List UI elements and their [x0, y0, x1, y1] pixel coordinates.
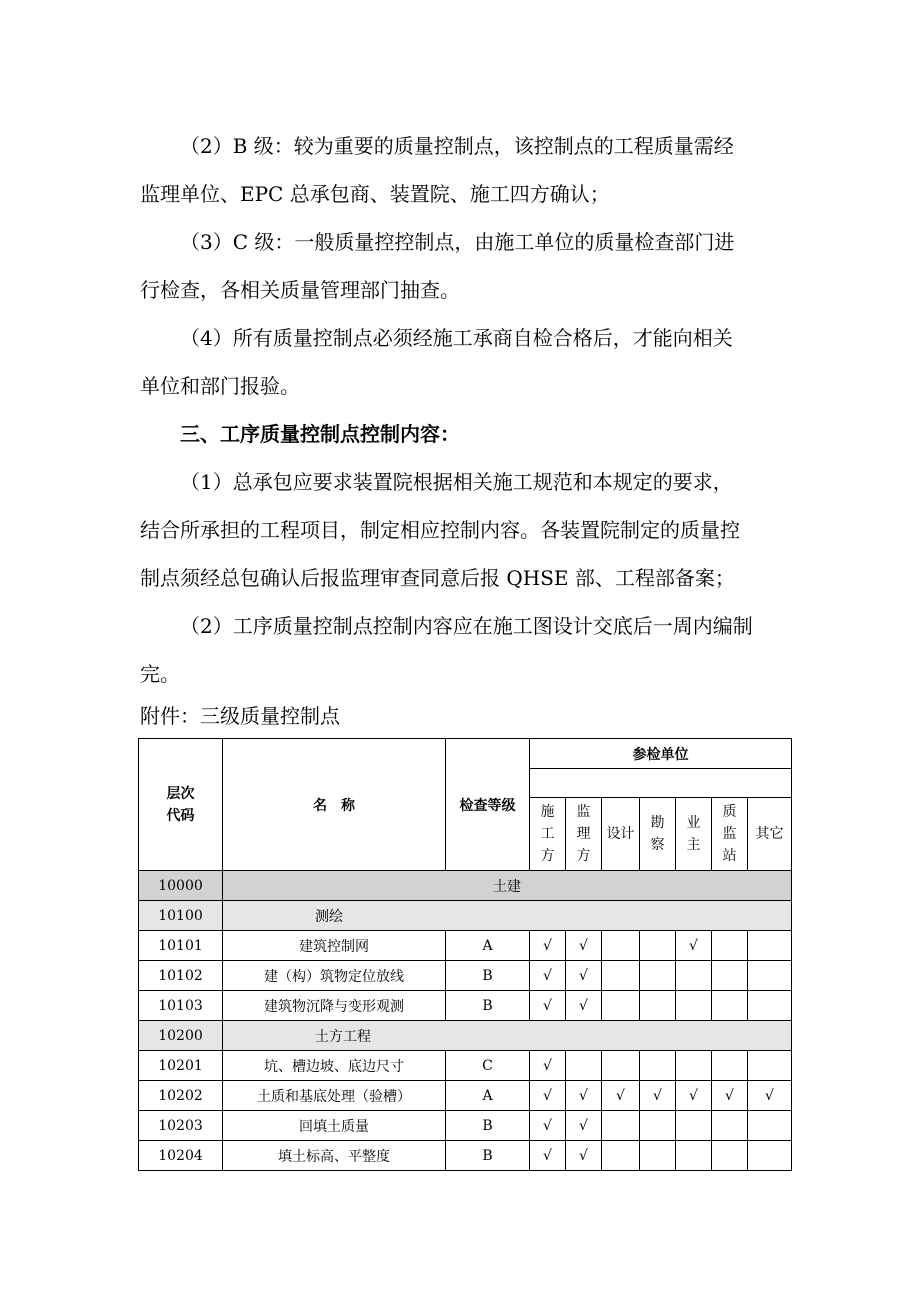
check-cell: √: [530, 1111, 566, 1141]
item-name: 土质和基底处理（验槽）: [223, 1081, 446, 1111]
table-section-row: [139, 901, 792, 931]
header-unit: 质 监 站: [712, 798, 748, 871]
item-level: B: [446, 1141, 530, 1171]
check-cell: [640, 1051, 676, 1081]
check-cell: [602, 931, 640, 961]
item-name: 坑、槽边坡、底边尺寸: [223, 1051, 446, 1081]
quality-control-table: [138, 738, 792, 1171]
paragraph-line: 行检查，各相关质量管理部门抽查。: [140, 278, 460, 302]
row-code: 10202: [139, 1081, 223, 1111]
item-name: 建筑物沉降与变形观测: [223, 991, 446, 1021]
table-row: [139, 1111, 792, 1141]
paragraph-line: 三、工序质量控制点控制内容：: [180, 422, 460, 446]
header-unit: 业 主: [676, 798, 712, 871]
header-unit: 监 理 方: [566, 798, 602, 871]
check-cell: √: [676, 931, 712, 961]
check-cell: √: [530, 931, 566, 961]
check-cell: √: [640, 1081, 676, 1111]
paragraph-line: 监理单位、EPC 总承包商、装置院、施工四方确认；: [140, 182, 610, 206]
check-cell: [676, 961, 712, 991]
header-unit: 其它: [748, 798, 792, 871]
table-section-row: [139, 1021, 792, 1051]
check-cell: √: [566, 931, 602, 961]
check-cell: [712, 991, 748, 1021]
check-cell: √: [566, 1141, 602, 1171]
paragraph-line: （2）B 级：较为重要的质量控制点，该控制点的工程质量需经: [180, 134, 734, 158]
body-paragraph: [140, 602, 800, 698]
check-cell: [712, 931, 748, 961]
paragraph-line: 制点须经总包确认后报监理审查同意后报 QHSE 部、工程部备案；: [140, 566, 735, 590]
paragraph-line: （1）总承包应要求装置院根据相关施工规范和本规定的要求，: [180, 470, 733, 494]
check-cell: [640, 1141, 676, 1171]
check-cell: √: [530, 991, 566, 1021]
check-cell: [712, 961, 748, 991]
check-cell: [566, 1051, 602, 1081]
body-paragraph: [140, 218, 800, 314]
row-code: 10100: [139, 901, 223, 931]
row-code: 10201: [139, 1051, 223, 1081]
item-name: 建（构）筑物定位放线: [223, 961, 446, 991]
check-cell: √: [530, 1141, 566, 1171]
check-cell: [748, 1141, 792, 1171]
item-name: 回填土质量: [223, 1111, 446, 1141]
header-unit: 勘 察: [640, 798, 676, 871]
item-name: 建筑控制网: [223, 931, 446, 961]
check-cell: [712, 1141, 748, 1171]
item-level: A: [446, 931, 530, 961]
check-cell: √: [566, 1081, 602, 1111]
item-name: 填土标高、平整度: [223, 1141, 446, 1171]
table-row: [139, 991, 792, 1021]
header-units-blank: [530, 769, 792, 798]
header-units-group: 参检单位: [530, 739, 792, 769]
paragraph-line: （3）C 级：一般质量控控制点，由施工单位的质量检查部门进: [180, 230, 735, 254]
row-code: 10103: [139, 991, 223, 1021]
check-cell: [748, 991, 792, 1021]
row-code: 10000: [139, 871, 223, 901]
check-cell: [748, 931, 792, 961]
item-level: C: [446, 1051, 530, 1081]
check-cell: √: [530, 1081, 566, 1111]
header-unit: 设计: [602, 798, 640, 871]
header-name: 名 称: [223, 739, 446, 871]
body-paragraph: [140, 314, 800, 410]
paragraph-line: （4）所有质量控制点必须经施工承商自检合格后，才能向相关: [180, 326, 733, 350]
check-cell: [676, 1141, 712, 1171]
check-cell: [640, 1111, 676, 1141]
appendix-label: 附件：三级质量控制点: [140, 704, 340, 728]
check-cell: √: [566, 1111, 602, 1141]
check-cell: [748, 1111, 792, 1141]
check-cell: [676, 1051, 712, 1081]
header-unit: 施 工 方: [530, 798, 566, 871]
check-cell: [748, 961, 792, 991]
check-cell: √: [748, 1081, 792, 1111]
section-name: 土建: [223, 871, 792, 901]
check-cell: [602, 1141, 640, 1171]
item-level: A: [446, 1081, 530, 1111]
check-cell: √: [712, 1081, 748, 1111]
check-cell: [676, 1111, 712, 1141]
check-cell: [748, 1051, 792, 1081]
subsection-name: 土方工程: [223, 1021, 792, 1051]
paragraph-line: 完。: [140, 662, 180, 686]
check-cell: [640, 991, 676, 1021]
body-paragraph: [140, 458, 800, 602]
paragraph-line: 结合所承担的工程项目，制定相应控制内容。各装置院制定的质量控: [140, 518, 740, 542]
row-code: 10200: [139, 1021, 223, 1051]
paragraph-line: （2）工序质量控制点控制内容应在施工图设计交底后一周内编制: [180, 614, 753, 638]
check-cell: [602, 1111, 640, 1141]
check-cell: [602, 991, 640, 1021]
section-heading: [140, 410, 800, 458]
check-cell: √: [566, 991, 602, 1021]
table-row: [139, 1051, 792, 1081]
check-cell: √: [530, 1051, 566, 1081]
item-level: B: [446, 961, 530, 991]
table-section-row: [139, 871, 792, 901]
check-cell: [640, 961, 676, 991]
subsection-name: 测绘: [223, 901, 792, 931]
check-cell: [602, 961, 640, 991]
check-cell: [602, 1051, 640, 1081]
header-code: 层次 代码: [139, 739, 223, 871]
check-cell: [712, 1051, 748, 1081]
check-cell: √: [676, 1081, 712, 1111]
check-cell: [676, 991, 712, 1021]
item-level: B: [446, 1111, 530, 1141]
check-cell: [712, 1111, 748, 1141]
paragraph-line: 单位和部门报验。: [140, 374, 300, 398]
check-cell: √: [530, 961, 566, 991]
table-row: [139, 961, 792, 991]
check-cell: √: [602, 1081, 640, 1111]
check-cell: √: [566, 961, 602, 991]
table-row: [139, 1141, 792, 1171]
table-row: [139, 1081, 792, 1111]
row-code: 10101: [139, 931, 223, 961]
body-paragraph: [140, 122, 800, 218]
row-code: 10102: [139, 961, 223, 991]
item-level: B: [446, 991, 530, 1021]
row-code: 10203: [139, 1111, 223, 1141]
row-code: 10204: [139, 1141, 223, 1171]
header-level: 检查等级: [446, 739, 530, 871]
check-cell: [640, 931, 676, 961]
table-row: [139, 931, 792, 961]
